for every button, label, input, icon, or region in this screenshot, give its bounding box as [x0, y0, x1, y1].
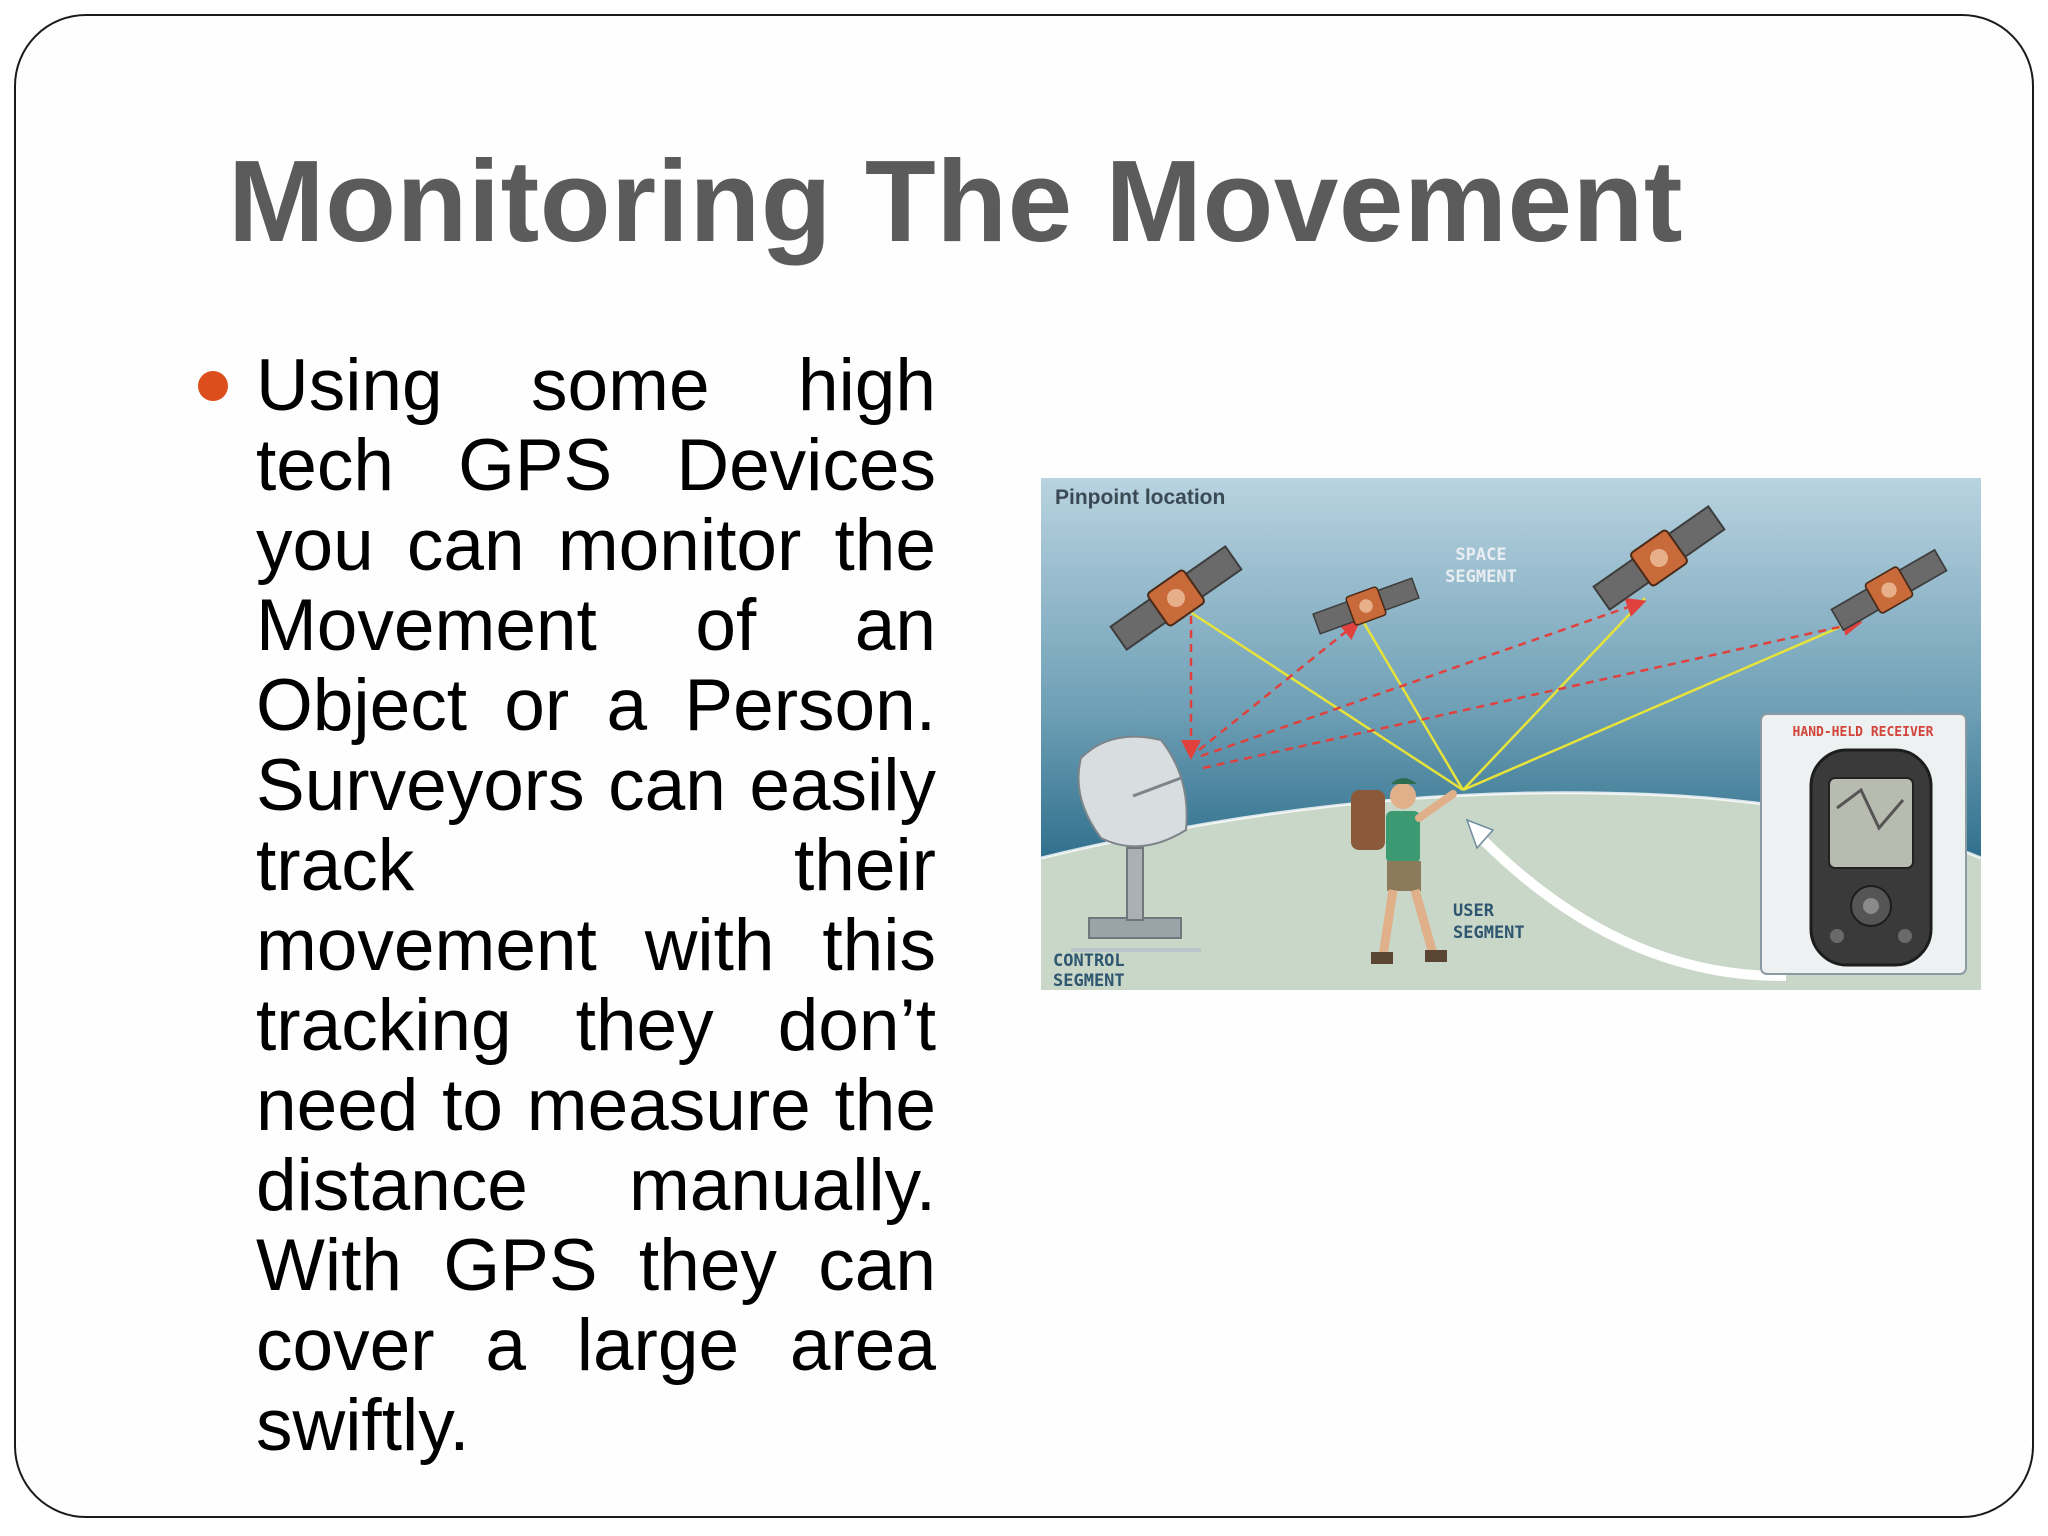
gps-segments-figure — [1041, 478, 1981, 990]
hand-held-receiver-panel — [1761, 714, 1966, 974]
figure-heading: Pinpoint location — [1055, 486, 1226, 509]
space-segment-label-line2: SEGMENT — [1445, 567, 1517, 587]
slide-title: Monitoring The Movement — [228, 136, 1683, 266]
slide — [14, 14, 2034, 1518]
bullet-text: Using some high tech GPS Devices you can monitor the Movement of an Object or a Person. Surveyors can easily track their movement with this tracking they don’t need to measure the distance manually. With GPS they can cover a large area swiftly. — [256, 345, 936, 1466]
user-segment-label-line1: USER — [1453, 901, 1494, 921]
bullet-dot-icon — [198, 371, 228, 401]
receiver-label: HAND-HELD RECEIVER — [1792, 725, 1934, 740]
control-segment-label-line2: SEGMENT — [1053, 971, 1125, 990]
control-segment-label-line1: CONTROL — [1053, 951, 1125, 971]
space-segment-label-line1: SPACE — [1455, 545, 1507, 565]
user-segment-label-line2: SEGMENT — [1453, 923, 1525, 943]
